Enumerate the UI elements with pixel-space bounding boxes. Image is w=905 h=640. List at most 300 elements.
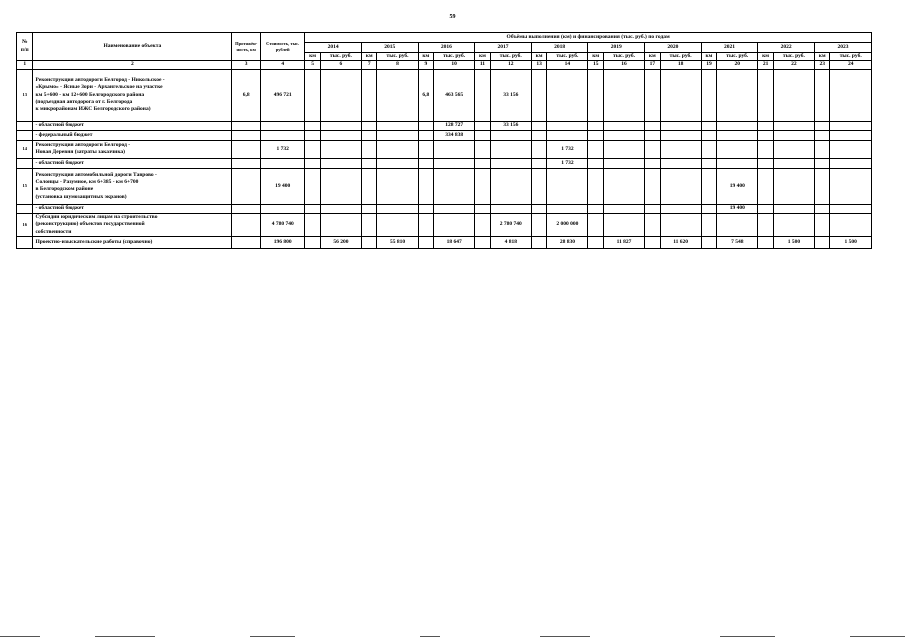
row-cell <box>603 204 644 213</box>
column-index: 6 <box>320 61 361 69</box>
row-cell: 1 500 <box>830 237 872 249</box>
table-row <box>17 213 872 236</box>
row-cell <box>305 130 320 140</box>
year-header: 2014 <box>305 43 362 53</box>
unit-km: км <box>305 53 320 61</box>
row-cell: 1 500 <box>773 237 814 249</box>
row-cell <box>603 168 644 204</box>
row-cell <box>814 158 829 168</box>
row-length <box>232 168 261 204</box>
row-cost <box>261 121 305 130</box>
row-cell <box>361 140 376 158</box>
row-cell <box>758 168 773 204</box>
row-cell <box>830 213 872 236</box>
unit-km: км <box>588 53 603 61</box>
row-cell <box>603 69 644 121</box>
unit-km: км <box>758 53 773 61</box>
row-name-line: - областной бюджет <box>35 122 84 129</box>
row-name-line: км 5+600 - км 12+600 Белгородского района <box>35 91 145 98</box>
row-cell <box>531 213 546 236</box>
column-index: 2 <box>33 61 232 69</box>
row-cell <box>490 158 531 168</box>
financing-table <box>16 32 872 249</box>
row-name-line: к микрорайонам ИЖС Белгородского района) <box>35 106 151 113</box>
header-cost: Стоимость, тыс. рублей <box>261 33 305 61</box>
row-cell <box>645 158 660 168</box>
row-cell <box>717 158 758 168</box>
row-length <box>232 121 261 130</box>
row-cell <box>660 121 701 130</box>
row-cell <box>758 213 773 236</box>
row-cell <box>361 168 376 204</box>
row-cell <box>320 204 361 213</box>
row-cell <box>434 140 475 158</box>
row-cell <box>830 204 872 213</box>
row-cell <box>773 204 814 213</box>
row-cell <box>377 69 418 121</box>
row-cell <box>320 213 361 236</box>
row-cost: 1 732 <box>261 140 305 158</box>
column-index: 19 <box>701 61 716 69</box>
row-cell <box>418 168 433 204</box>
row-name-line: Новая Деревня (затраты заказчика) <box>35 149 126 156</box>
row-cost: 496 721 <box>261 69 305 121</box>
row-cost: 4 780 740 <box>261 213 305 236</box>
row-cell <box>660 140 701 158</box>
page-bottom-edge <box>0 636 905 638</box>
row-cell <box>320 69 361 121</box>
row-cell <box>305 204 320 213</box>
row-cell <box>645 237 660 249</box>
row-cell <box>773 168 814 204</box>
year-header: 2015 <box>361 43 418 53</box>
row-cell: 7 548 <box>717 237 758 249</box>
row-cell <box>603 121 644 130</box>
row-cell <box>814 204 829 213</box>
row-name <box>33 121 232 130</box>
row-name <box>33 168 232 204</box>
row-cell <box>758 140 773 158</box>
row-cell: 33 156 <box>490 69 531 121</box>
table-row <box>17 158 872 168</box>
row-cell <box>475 140 490 158</box>
row-cell <box>701 130 716 140</box>
column-index: 14 <box>547 61 588 69</box>
row-cell <box>814 213 829 236</box>
row-length <box>232 237 261 249</box>
row-cell <box>660 168 701 204</box>
row-num <box>17 121 33 130</box>
row-name-line: (установка шумозащитных экранов) <box>35 193 127 200</box>
row-cell <box>547 204 588 213</box>
row-name-line: в Белгородском районе <box>35 186 94 193</box>
row-cell <box>645 130 660 140</box>
row-cell <box>645 204 660 213</box>
row-cell <box>830 121 872 130</box>
row-cell <box>717 213 758 236</box>
row-cell <box>361 213 376 236</box>
column-index: 8 <box>377 61 418 69</box>
column-index: 4 <box>261 61 305 69</box>
row-name-line: - федеральный бюджет <box>35 131 93 138</box>
row-cell <box>660 130 701 140</box>
row-cell <box>434 168 475 204</box>
row-cell <box>490 168 531 204</box>
row-cell <box>305 140 320 158</box>
row-cell <box>305 237 320 249</box>
unit-rub: тыс. руб. <box>377 53 418 61</box>
row-cell <box>361 158 376 168</box>
row-cell <box>660 204 701 213</box>
row-cell <box>475 168 490 204</box>
row-cell <box>588 213 603 236</box>
row-cell <box>377 121 418 130</box>
row-num <box>17 158 33 168</box>
column-index: 10 <box>434 61 475 69</box>
row-cell: 55 810 <box>377 237 418 249</box>
row-cost: 196 800 <box>261 237 305 249</box>
row-name <box>33 158 232 168</box>
column-index: 15 <box>588 61 603 69</box>
row-cell <box>418 121 433 130</box>
table-row <box>17 168 872 204</box>
row-cell <box>377 168 418 204</box>
unit-km: км <box>814 53 829 61</box>
unit-km: км <box>531 53 546 61</box>
row-cell <box>814 140 829 158</box>
row-cell: 1 732 <box>547 140 588 158</box>
unit-rub: тыс. руб. <box>434 53 475 61</box>
row-cell <box>814 121 829 130</box>
row-cell: 1 732 <box>547 158 588 168</box>
unit-rub: тыс. руб. <box>490 53 531 61</box>
row-name-line: Субсидии юридическим лицам на строительство <box>35 213 158 220</box>
row-num: 16 <box>17 213 33 236</box>
column-index: 11 <box>475 61 490 69</box>
row-length <box>232 140 261 158</box>
table-row <box>17 140 872 158</box>
row-cell <box>475 121 490 130</box>
row-cell: 4 818 <box>490 237 531 249</box>
row-length <box>232 204 261 213</box>
row-cell <box>603 130 644 140</box>
row-num: 13 <box>17 69 33 121</box>
table-row <box>17 204 872 213</box>
row-cell <box>701 168 716 204</box>
row-cell <box>305 168 320 204</box>
row-cell <box>418 213 433 236</box>
row-cell <box>320 168 361 204</box>
row-cell <box>717 130 758 140</box>
row-cell <box>645 168 660 204</box>
unit-rub: тыс. руб. <box>547 53 588 61</box>
row-name <box>33 130 232 140</box>
row-cell <box>588 168 603 204</box>
row-length <box>232 130 261 140</box>
row-cell <box>531 140 546 158</box>
row-cell <box>603 140 644 158</box>
row-cell <box>320 130 361 140</box>
row-name <box>33 69 232 121</box>
row-cell <box>305 213 320 236</box>
row-length <box>232 213 261 236</box>
year-header: 2023 <box>814 43 871 53</box>
row-cell <box>475 213 490 236</box>
row-cell: 6,8 <box>418 69 433 121</box>
column-index: 1 <box>17 61 33 69</box>
row-name-line: Солонцы - Разумное, км 6+385 - км 6+700 <box>35 178 139 185</box>
column-index: 5 <box>305 61 320 69</box>
column-index: 12 <box>490 61 531 69</box>
row-cell <box>758 130 773 140</box>
row-cell <box>361 237 376 249</box>
row-cell: 11 620 <box>660 237 701 249</box>
row-cell <box>701 69 716 121</box>
row-cell <box>305 121 320 130</box>
row-cell <box>320 158 361 168</box>
row-cell <box>701 121 716 130</box>
row-cell <box>377 130 418 140</box>
row-cell: 19 400 <box>717 168 758 204</box>
row-cost <box>261 158 305 168</box>
row-cell <box>490 204 531 213</box>
row-cell <box>361 69 376 121</box>
row-cell <box>758 69 773 121</box>
row-cell <box>814 69 829 121</box>
row-cell <box>701 237 716 249</box>
row-cell <box>758 204 773 213</box>
row-cell <box>320 121 361 130</box>
row-cell <box>773 140 814 158</box>
table-row <box>17 237 872 249</box>
row-cell <box>814 130 829 140</box>
row-cell <box>361 130 376 140</box>
row-cell <box>475 130 490 140</box>
row-cost <box>261 130 305 140</box>
column-index: 3 <box>232 61 261 69</box>
row-cell <box>475 158 490 168</box>
row-cell <box>660 69 701 121</box>
unit-rub: тыс. руб. <box>773 53 814 61</box>
row-cell <box>377 204 418 213</box>
row-cell <box>418 140 433 158</box>
row-num <box>17 130 33 140</box>
row-cell <box>773 158 814 168</box>
column-index: 7 <box>361 61 376 69</box>
unit-rub: тыс. руб. <box>603 53 644 61</box>
row-cell <box>701 140 716 158</box>
column-index: 17 <box>645 61 660 69</box>
header-length: Протяжён-ность, км <box>232 33 261 61</box>
row-cell: 2 000 000 <box>547 213 588 236</box>
row-cell <box>531 121 546 130</box>
row-cell <box>645 121 660 130</box>
row-cell <box>830 158 872 168</box>
row-cell <box>660 213 701 236</box>
row-cell: 33 156 <box>490 121 531 130</box>
unit-km: км <box>361 53 376 61</box>
row-cell <box>305 69 320 121</box>
row-cell <box>660 158 701 168</box>
row-cell <box>758 237 773 249</box>
row-name-line: «Крымо» - Ясные Зори - Архангельское на участке <box>35 84 163 91</box>
row-cell <box>418 237 433 249</box>
column-index: 18 <box>660 61 701 69</box>
row-cell <box>434 204 475 213</box>
row-cell <box>645 213 660 236</box>
column-index: 9 <box>418 61 433 69</box>
header-name: Наименование объекта <box>33 33 232 61</box>
row-cell <box>320 140 361 158</box>
row-cell <box>531 69 546 121</box>
row-cell <box>531 204 546 213</box>
row-cost <box>261 204 305 213</box>
row-cell <box>588 69 603 121</box>
row-cell <box>361 121 376 130</box>
row-cell <box>377 158 418 168</box>
row-cell <box>701 204 716 213</box>
row-name <box>33 140 232 158</box>
page-number: 59 <box>449 14 456 20</box>
row-cell <box>814 168 829 204</box>
unit-rub: тыс. руб. <box>660 53 701 61</box>
row-cell <box>418 158 433 168</box>
row-cell <box>490 140 531 158</box>
row-cell: 19 400 <box>717 204 758 213</box>
unit-rub: тыс. руб. <box>320 53 361 61</box>
unit-km: км <box>418 53 433 61</box>
row-name <box>33 213 232 236</box>
row-name-line: Реконструкция автодороги Белгород - <box>35 141 131 148</box>
row-num <box>17 237 33 249</box>
row-cell <box>475 69 490 121</box>
unit-rub: тыс. руб. <box>830 53 872 61</box>
row-cell <box>547 121 588 130</box>
row-cell <box>773 121 814 130</box>
row-name-line: Проектно-изыскательские работы (справочно) <box>35 238 153 245</box>
row-name-line: (подъездная автодорога от г. Белгорода <box>35 99 133 106</box>
row-cell <box>588 130 603 140</box>
row-cell: 334 838 <box>434 130 475 140</box>
row-name-line: Реконструкция автомобильной дороги Таврово - <box>35 171 157 178</box>
row-cell: 18 647 <box>434 237 475 249</box>
year-header: 2017 <box>475 43 532 53</box>
row-cell <box>418 204 433 213</box>
row-cell <box>588 237 603 249</box>
row-cell <box>701 158 716 168</box>
row-cell <box>434 158 475 168</box>
row-cell <box>717 121 758 130</box>
row-num: 15 <box>17 168 33 204</box>
row-num: 14 <box>17 140 33 158</box>
row-name-line: - областной бюджет <box>35 205 84 212</box>
row-cell <box>490 130 531 140</box>
row-cell <box>531 130 546 140</box>
row-length <box>232 158 261 168</box>
column-index: 13 <box>531 61 546 69</box>
row-cell <box>547 69 588 121</box>
row-name-line: - областной бюджет <box>35 159 84 166</box>
year-header: 2019 <box>588 43 645 53</box>
row-cell <box>645 140 660 158</box>
unit-km: км <box>701 53 716 61</box>
row-cell <box>773 213 814 236</box>
row-cell <box>758 158 773 168</box>
row-cell <box>377 140 418 158</box>
row-name <box>33 204 232 213</box>
row-cell <box>603 213 644 236</box>
year-header: 2020 <box>645 43 702 53</box>
column-index: 16 <box>603 61 644 69</box>
row-cell <box>377 213 418 236</box>
column-index: 20 <box>717 61 758 69</box>
row-name-line: собственности <box>35 228 72 235</box>
header-volumes: Объёмы выполнения (км) и финансирования (тыс. руб.) по годам <box>305 33 872 43</box>
row-cell <box>418 130 433 140</box>
table-row <box>17 121 872 130</box>
row-cell <box>814 237 829 249</box>
row-cell <box>361 204 376 213</box>
row-cell <box>547 168 588 204</box>
year-header: 2021 <box>701 43 758 53</box>
year-header: 2016 <box>418 43 475 53</box>
row-cell <box>475 204 490 213</box>
row-cell <box>717 140 758 158</box>
row-cell: 463 565 <box>434 69 475 121</box>
row-cell <box>830 130 872 140</box>
row-name-line: (реконструкцию) объектов государственной <box>35 221 145 228</box>
row-length: 6,8 <box>232 69 261 121</box>
row-cell <box>830 140 872 158</box>
row-cell <box>588 158 603 168</box>
column-index: 24 <box>830 61 872 69</box>
row-cell <box>547 130 588 140</box>
row-cell <box>305 158 320 168</box>
row-cell <box>531 158 546 168</box>
row-cell: 11 827 <box>603 237 644 249</box>
row-cell <box>531 168 546 204</box>
row-cell: 2 780 740 <box>490 213 531 236</box>
row-cell <box>717 69 758 121</box>
column-index: 22 <box>773 61 814 69</box>
row-cell <box>434 213 475 236</box>
year-header: 2022 <box>758 43 815 53</box>
row-cell <box>475 237 490 249</box>
row-cell <box>588 121 603 130</box>
row-cell <box>773 69 814 121</box>
table-row <box>17 69 872 121</box>
unit-km: км <box>475 53 490 61</box>
unit-rub: тыс. руб. <box>717 53 758 61</box>
row-name-line: Реконструкция автодороги Белгород - Никольское - <box>35 76 165 83</box>
row-cell: 28 830 <box>547 237 588 249</box>
row-cell <box>588 140 603 158</box>
row-cell <box>758 121 773 130</box>
row-cell: 128 727 <box>434 121 475 130</box>
row-name <box>33 237 232 249</box>
table-row <box>17 130 872 140</box>
row-cell <box>531 237 546 249</box>
row-cell <box>603 158 644 168</box>
row-cell <box>773 130 814 140</box>
row-cell <box>645 69 660 121</box>
row-cell <box>830 168 872 204</box>
header-num: № п/п <box>17 33 33 61</box>
row-cell <box>830 69 872 121</box>
row-cell: 56 200 <box>320 237 361 249</box>
row-cell <box>588 204 603 213</box>
row-cost: 19 400 <box>261 168 305 204</box>
